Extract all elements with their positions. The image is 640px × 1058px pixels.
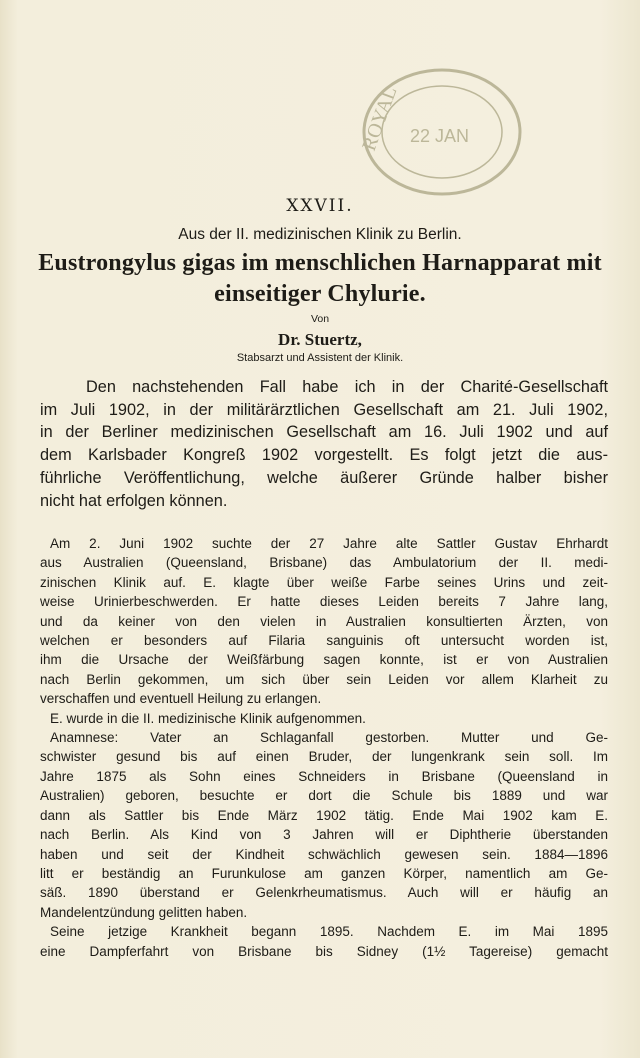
body-line: Seine jetzige Krankheit begann 1895. Nachdem E. im Mai 1895 (50, 924, 608, 940)
body-line: E. wurde in die II. medizinische Klinik aufgenommen. (50, 710, 366, 726)
author-affiliation: Stabsarzt und Assistent der Klinik. (236, 352, 404, 364)
body-line: Am 2. Juni 1902 suchte der 27 Jahre alte Sattler Gustav Ehrhardt (50, 536, 608, 551)
body-line: säß. 1890 überstand er Gelenkrheumatismus. Auch will er häufig an (40, 885, 608, 901)
body-line: Jahre 1875 als Sohn eines Schneiders in Brisbane (Queensland in (40, 768, 608, 784)
body-line: eine Dampferfahrt von Brisbane bis Sidney (1½ Tagereise) gemacht (40, 943, 608, 959)
intro-paragraph (40, 376, 608, 512)
library-stamp-icon (332, 62, 532, 202)
intro-line: dem Karlsbader Kongreß 1902 vorgestellt. Es folgt jetzt die aus- (40, 446, 608, 465)
intro-line: Den nachstehenden Fall habe ich in der Charité-Gesellschaft (86, 378, 608, 396)
intro-line: führliche Veröffentlichung, welche äußerer Gründe halber bisher (40, 468, 608, 487)
case-report-body (40, 534, 608, 961)
article-title (0, 248, 640, 310)
intro-line: nicht hat erfolgen können. (40, 491, 228, 510)
intro-line: in der Berliner medizinischen Gesellschaft am 16. Juli 1902 und auf (40, 423, 608, 442)
clinic-heading: Aus der II. medizinischen Klinik zu Berlin. (178, 226, 462, 243)
author-name: Dr. Stuertz, (278, 330, 362, 349)
intro-line: im Juli 1902, in der militärärztlichen Gesellschaft am 21. Juli 1902, (40, 400, 608, 419)
body-line: nach Berlin gekommen, um sich über sein Leiden vor allem Klarheit zu (40, 671, 608, 687)
body-line: nach Berlin. Als Kind von 3 Jahren will er Diphtherie überstanden (40, 827, 608, 843)
body-line: verschaffen und eventuell Heilung zu erlangen. (40, 691, 322, 707)
body-line: und da keiner von den vielen in Australien konsultierten Ärzten, von (40, 613, 608, 629)
body-line: weise Urinierbeschwerden. Er hatte dieses Leiden bereits 7 Jahre lang, (40, 594, 608, 610)
body-line: Australien) geboren, besuchte er dort die Schule bis 1889 und war (40, 788, 608, 804)
title-line-2: einseitiger Chylurie. (214, 281, 426, 307)
svg-text:ROYAL: ROYAL (358, 83, 402, 154)
body-line: dann als Sattler bis Ende März 1902 tätig. Ende Mai 1902 kam E. (40, 807, 608, 823)
body-line: litt er beständig an Furunkulose am ganzen Körper, namentlich am Ge- (40, 865, 608, 881)
title-line-1: Eustrongylus gigas im menschlichen Harnapparat mit (38, 250, 602, 276)
chapter-number: XXVII. (286, 196, 354, 216)
byline-von: Von (310, 313, 330, 325)
svg-text:22 JAN: 22 JAN (410, 126, 470, 146)
body-line: zinischen Klinik auf. E. klagte über weiße Farbe seines Urins und zeit- (40, 574, 608, 590)
anamnese-line: Anamnese: Vater an Schlaganfall gestorben. Mutter und Ge- (50, 730, 608, 746)
body-line: Mandelentzündung gelitten haben. (40, 904, 248, 920)
body-line: haben und seit der Kindheit schwächlich gewesen sein. 1884—1896 (40, 846, 608, 862)
body-line: aus Australien (Queensland, Brisbane) das Ambulatorium der II. medi- (40, 555, 608, 571)
body-line: welchen er besonders auf Filaria sanguinis oft untersucht worden ist, (40, 633, 608, 649)
body-line: ihm die Ursache der Weißfärbung sagen konnte, ist er von Australien (40, 652, 608, 668)
body-line: schwister gesund bis auf einen Bruder, der lungenkrank sein soll. Im (40, 749, 608, 765)
